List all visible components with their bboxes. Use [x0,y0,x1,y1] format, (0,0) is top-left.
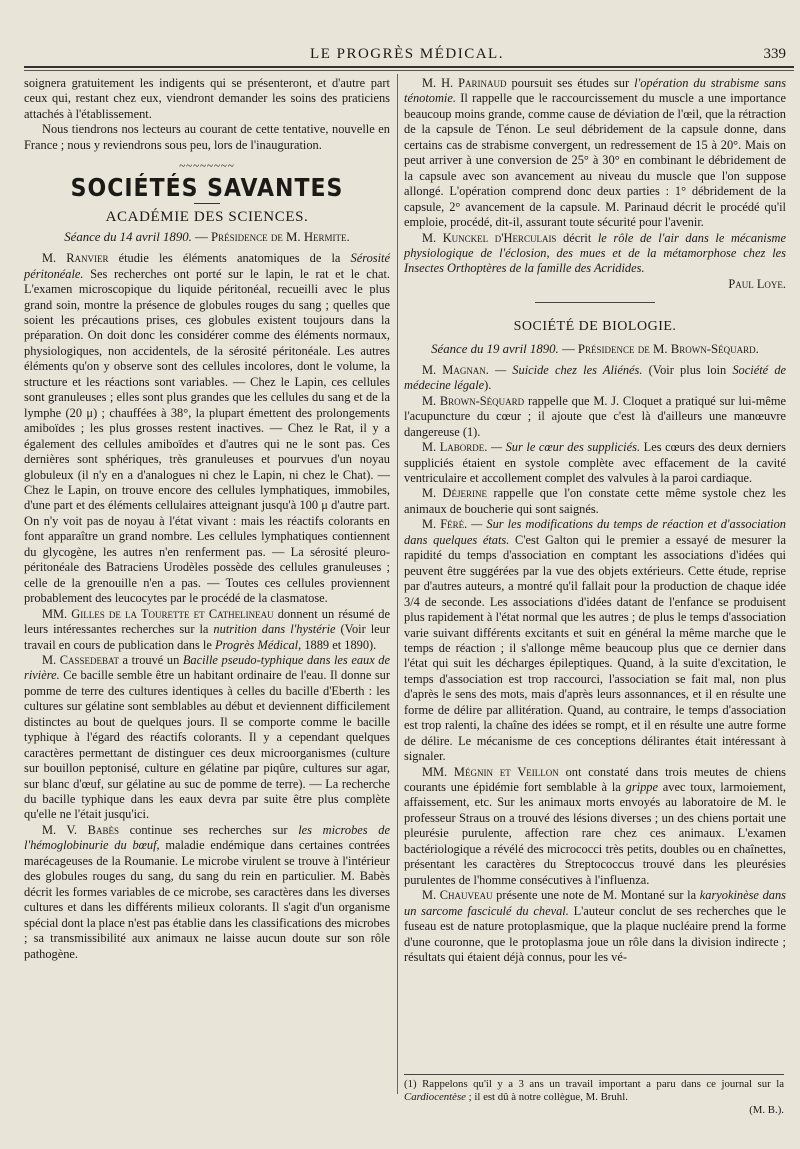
page-number: 339 [763,46,786,62]
header-rule-thin [24,70,794,71]
footnote [404,1078,784,1117]
author-name: M. Déjerine [422,486,488,501]
paragraph-ranvier [24,251,390,606]
paragraph-laborde [404,440,786,486]
short-rule [194,203,220,204]
text: Les cœurs des deux derniers suppliciés étaient en systole complète avec effacement de la cavité ventriculaire et accollement complet des valvules à la paroi cardiaque. [404,440,786,485]
footnote-signature: (M. B.). [749,1104,784,1116]
paragraph-babes [24,823,390,962]
text: Ses recherches ont porté sur le lapin, le rat et le chat. L'examen microscopique du liquide péritonéal, recueilli avec le plus grand soin, montre la présence de globules rouges du sang ; quelles que soient les précautions prises, ces globules existent toujours dans la préparation. On doit donc les considérer comme des éléments normaux, physiologiques, non accidentels, de la sérosité péritonéale. Les autres éléments qu'on y observe sont des cellules incolores, dont le volume, la structure et les réactions sont variables. — Chez le Lapin, ces cellules sont granuleuses ; elles sont plus grandes que les cellules du sang et de la lymphe (20 μ) ; chauffées à 38°, la plupart émettent des prolongements amiboïdes ; les plus grosses restent inactives. — Chez le Rat, il y a également des cellules amiboïdes et d'autres qui ne le sont pas. Ces dernières sont sphériques, très granuleuses et pourvues d'un noyau globuleux (il n'y en a d'analogues ni chez le Lapin, ni chez le Chat). — Chez le Lapin, on trouve encore des cellules lymphatiques, immobiles, d'une part et des éléments cellulaires atteignant jusqu'à 100 μ d'autre part. On n'y voit pas de noyau à l'état vivant : mais les réactifs colorants en font apparaître un grand nombre. Les cellules lymphatiques contiennent du glycogène, les autres n'en renferment pas. — La sérosité pleuro-péritonéale des Batraciens Urodèles possède des cellules granuleuses ; celle de la grenouille n'en a pas. — Toutes ces cellules proviennent probablement des leucocytes par le procédé de la clasmatose. [24,266,390,606]
page-header [22,44,792,68]
article-title: nutrition dans l'hystérie [213,622,336,637]
paragraph-brown-sequard [404,394,786,440]
article-title: karyokinèse dans un sarcome fasciculé du cheval. [404,888,786,918]
text: (Voir plus loin [642,362,733,377]
author-name: M. Magnan. [422,362,489,377]
text: a trouvé un [118,652,183,667]
paragraph-kunckel [404,231,786,293]
text: Il rappelle que le raccourcissement du muscle a une importance beaucoup moins grande, comme cause de déviation de l'œil, que la rétraction de la capsule de Ténon. Le seul débridement de la capsule donne, dans certains cas de strabisme convergent, un redressement de 15 à 20°. Mais on peut arriver à une conversion de 25° à 30° en combinant le débridement de la capsule avec son avancement au niveau du muscle que l'on suppose allongé. L'opération comprend donc deux parties : 1° débridement de la capsule, 2° avancement de la capsule. M. Parinaud décrit le procédé qu'il emploie, procédé, dit-il, assurant toute sécurité pour l'avenir. [404,91,786,230]
journal-reference: Progrès Médical [214,637,299,652]
article-title: — Suicide chez les Aliénés. [488,362,643,377]
author-name: MM. Mégnin et Veillon [422,764,559,779]
paragraph: soignera gratuitement les indigents qui se présenteront, et d'autre part ceux qui, restant chez eux, viendront demander les soins des praticiens attachés à l'établissement. [24,76,390,121]
text: maladie endémique dans certaines contrées marécageuses de la Roumanie. Le microbe virulent se trouve à l'intérieur des globules rouges du sang, du sang du rein en particulier. M. Babès décrit les formes variables de ce microbe, ses caractères dans les diverses cultures et dans les différents milieux colorants. Il s'agit d'un organisme spécial dont la place n'est pas établie dans les classifications des microbes ; sa transmissibilité aux animaux ne laisse aucun doute sur son rôle pathogène. [24,838,390,961]
author-name: MM. Gilles de la Tourette et Cathelineau [42,606,274,621]
text: Ce bacille semble être un habitant ordinaire de l'eau. Il donne sur pomme de terre des cultures identiques à celles du bacille d'Eberth : les cultures sur gélatine sont semblables au début et deviennent difficilement distinctes au bout de quelques jours. Il se comporte comme le bacille typhique à l'égard des réactifs colorants. Il y a cependant quelques caractères permettant de distinguer ces deux microorganismes (culture sur bouillon peptonisé, culture en gélatine par piqûre, cultures sur agar, sur blanc d'œuf, sur gélatine au suc de pomme de terre). — La recherche du bacille typhique dans les eaux devra par suite être plus complète qu'elle ne l'était jusqu'ici. [24,668,390,822]
article-title: Bacille pseudo-typhique dans les eaux de rivière. [24,652,390,683]
text: rappelle que l'on constate cette même systole chez les animaux de boucherie qui sont saignés. [404,486,787,516]
paragraph-magnan [404,363,786,394]
header-rule [24,66,794,68]
author-name: M. Brown-Séquard [422,393,525,408]
article-title: le rôle de l'air dans le mécanisme physiologique de l'éclosion, des mues et de la métamorphose chez les Insectes Orthoptères de la famille des Acridides. [404,230,787,276]
article-title: les microbes de l'hémoglobinurie du bœuf, [24,822,390,853]
author-name: M. Ranvier [42,251,109,266]
footnote-title: Cardiocentèse [404,1091,466,1103]
text: donnent un résumé de leurs intéressantes recherches sur la [24,606,390,637]
seance-date: Séance du 19 avril 1890. [431,341,559,356]
seance-presidence: — Présidence de M. Hermite. [195,230,350,245]
text: rappelle que M. J. Cloquet a pratiqué sur lui-même l'acupuncture du cœur ; il ajoute que c'est là d'ailleurs une manœuvre dangereuse (1). [404,393,786,439]
section-title: SOCIÉTÉS SAVANTES [70,174,344,203]
paragraph-cassedebat [24,653,390,823]
author-name: M. Féré. [422,517,468,532]
author-name: M. Chauveau [422,888,493,903]
society-heading: SOCIÉTÉ DE BIOLOGIE. [513,319,677,335]
text: poursuit ses études sur [506,76,635,90]
journal-reference: Société de médecine légale [404,362,787,393]
text: décrit [556,230,598,245]
author-name: M. Cassedebat [42,652,119,667]
paragraph-chauveau [404,888,786,965]
author-name: M. Kunckel d'Herculais [422,230,557,245]
text: ). [484,378,492,393]
paragraph-gilles [24,607,390,653]
signature: Paul Loye. [728,276,786,291]
text: avec toux, larmoiement, affaissement, etc. Sur les animaux morts envoyés au laboratoire de M. le professeur Straus on a trouvé des lésions diverses ; un des chiens portait une pleurésie purulente, affection rare chez ces animaux. L'examen bactériologique a révélé des micrococci très petits, doubles ou en chaînettes, présentant les caractères du Streptococcus trouvé dans les pleurésies purulentes de l'homme consécutives à l'influenza. [404,780,786,887]
journal-title: LE PROGRÈS MÉDICAL. [310,46,504,62]
text: ont constaté dans trois meutes de chiens courants une épidémie fort semblable à la [404,764,786,795]
text: , 1889 et 1890). [298,637,377,652]
text: L'auteur conclut de ses recherches que le fuseau est de nature protoplasmique, que la plaque nucléaire prend la forme d'une couronne, que le protoplasma joue un rôle dans la division indirecte ; résultats qui étaient déjà connus, pour les vé- [404,903,786,965]
paragraph-fere [404,517,786,764]
footnote-rule [404,1074,784,1075]
article-title: — Sur le cœur des suppliciés. [487,440,641,455]
text: continue ses recherches sur [118,822,299,837]
article-title: grippe [625,780,658,795]
column-divider [397,74,398,1094]
seance-presidence: — Présidence de M. Brown-Séquard. [561,341,759,356]
left-column [24,76,390,962]
ornament-divider: ~~~~~~~~ [179,160,235,173]
text: (Voir leur travail en cours de publication dans le [24,622,391,652]
footnote-text: (1) Rappelons qu'il y a 3 ans un travail important a paru dans ce journal sur la [404,1078,784,1090]
text: présente une note de M. Montané sur la [492,888,700,903]
seance-line [404,341,786,357]
author-name: M. H. Parinaud [422,76,507,90]
footnote-text: ; il est dû à notre collègue, M. Bruhl. [465,1091,628,1103]
academy-heading: ACADÉMIE DES SCIENCES. [105,208,309,225]
article-title: — Sur les modifications du temps de réaction et d'association dans quelques états. [404,517,786,547]
paragraph-megnin [404,765,786,889]
section-rule [535,302,655,303]
paragraph-dejerine [404,486,786,517]
seance-date: Séance du 14 avril 1890. [64,230,192,245]
seance-line [24,229,390,245]
paragraph: Nous tiendrons nos lecteurs au courant de cette tentative, nouvelle en France ; nous y reviendrons sous peu, lors de l'inauguration. [24,122,390,152]
author-name: M. V. Babès [42,822,119,837]
text: C'est Galton qui le premier a essayé de mesurer la rapidité du temps d'association en comptant les associations d'idées qui peuvent être suggérées par la vue des objets extérieurs. Cette étude, reprise par d'autres auteurs, a montré qu'il fallait pour la production de chaque idée 3/4 de seconde. Les associations d'idées datant de l'enfance se produisent plus rapidement à l'état normal que les autres ; de plus le temps d'association varie suivant différents excitants et suit en général la même marche que le temps de réaction ; il s'allonge même beaucoup plus que ce dernier dans l'état qui suit les décharges épileptiques. Quand, à la suite d'excitation, le temps d'association est trop raccourci, l'association se fait mal, non plus d'après le sens des mots, mais d'après leurs assonnances, et il en résulte une forme de délire par allitération. Quand, au contraire, le temps d'association est trop ralenti, la chaîne des idées se rompt, et il en résulte une autre forme de délire. Le mécanisme de ces conceptions délirantes était intéressant à signaler. [404,532,786,764]
text: étudie les éléments anatomiques de la [108,251,351,266]
paragraph-parinaud [404,76,786,231]
article-title: l'opération du strabisme sans ténotomie. [404,76,787,106]
author-name: M. Laborde. [422,440,488,455]
right-column [404,76,786,965]
article-title: Sérosité péritonéale. [24,251,390,281]
